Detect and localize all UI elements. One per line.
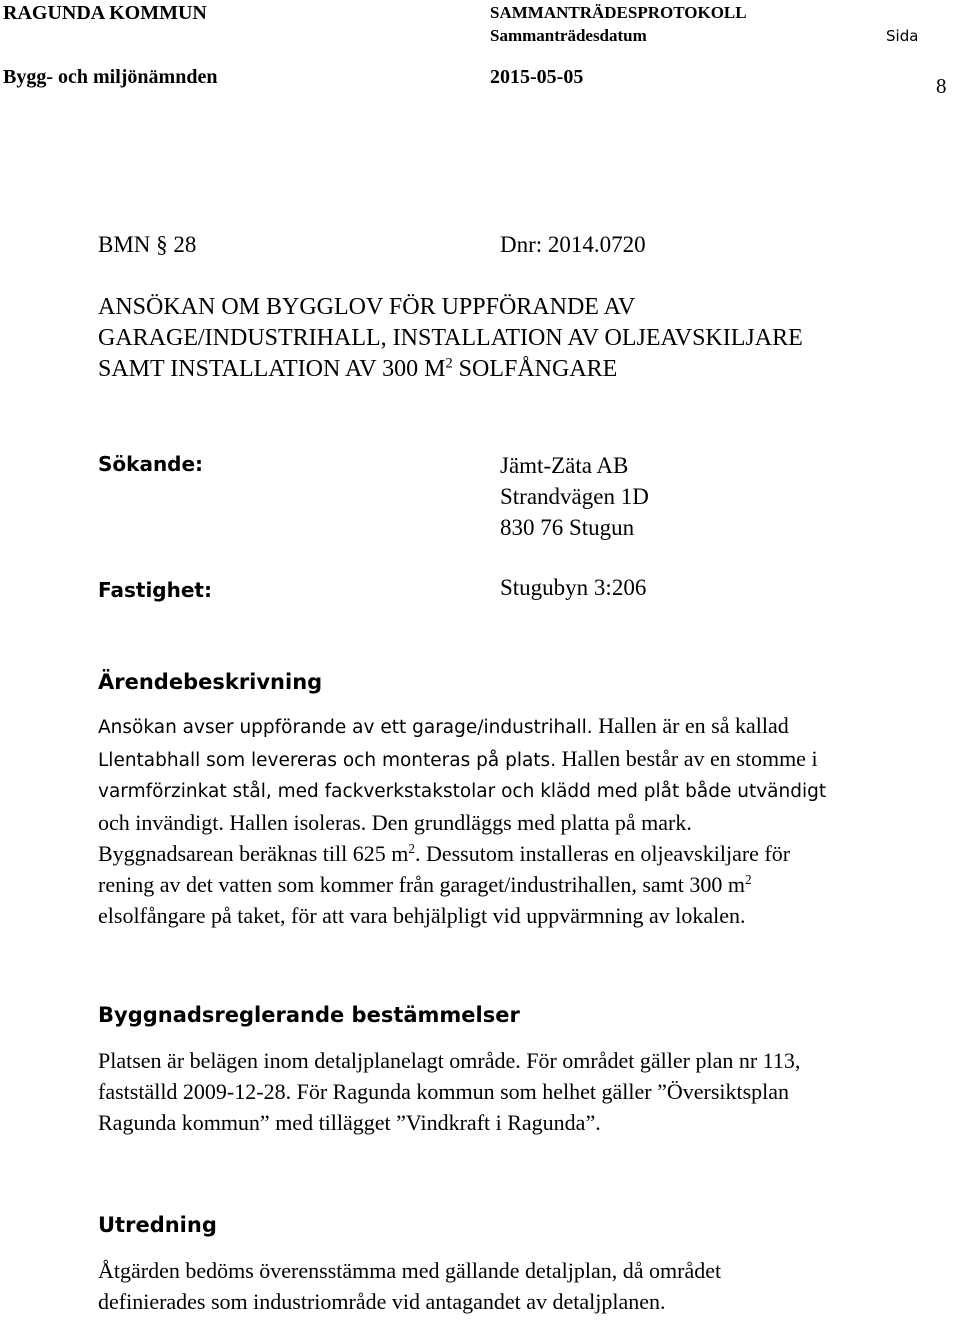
section-number: BMN § 28 (98, 232, 197, 257)
description-text: Ansökan avser uppförande av ett garage/industrihall. Hallen är en så kallad Llentabhall som levereras och monteras på plats. Hallen består av en stomme i varmförzinkat stål, med fackverkstakstolar och klädd med plåt både utvändigt och invändigt. Hallen isoleras. Den grundläggs med platta på mark. Byggnadsarean beräknas till 625 $m^2$. Dessutom installeras en oljeavskiljare för rening av det vatten som kommer från garaget/industrihallen, samt 300 $m^2$ elsolfångare på taket, för att vara behjälpligt vid uppvärmning av lokalen. (98, 713, 827, 928)
applicant-address (500, 450, 649, 543)
page-label: Sida (886, 27, 919, 45)
case-title-line-2: GARAGE/INDUSTRIHALL, INSTALLATION AV OLJEAVSKILJARE (98, 325, 803, 351)
regulations-text: Platsen är belägen inom detaljplanelagt område. För området gäller plan nr 113, fastställd 2009-12-28. För Ragunda kommun som helhet gäller ”Översiktsplan Ragunda kommun” med tillägget ”Vindkraft i Ragunda”. (98, 1048, 801, 1135)
applicant-postal: 830 76 Stugun (500, 515, 635, 540)
property-label: Fastighet: (98, 578, 212, 602)
document-type: SAMMANTRÄDESPROTOKOLL (490, 3, 747, 22)
applicant-street: Strandvägen 1D (500, 484, 649, 509)
registration-number: Dnr: 2014.0720 (500, 232, 646, 257)
meeting-date-label: Sammanträdesdatum (490, 26, 647, 45)
case-title-line-3: SAMT INSTALLATION AV 300 $M^2$ SOLFÅNGARE (98, 355, 618, 382)
applicant-label: Sökande: (98, 452, 204, 476)
applicant-name: Jämt-Zäta AB (500, 453, 629, 478)
committee-name: Bygg- och miljönämnden (3, 66, 218, 88)
regulations-heading: Byggnadsreglerande bestämmelser (98, 1003, 520, 1027)
property-value: Stugubyn 3:206 (500, 575, 647, 600)
page-number: 8 (936, 74, 947, 98)
case-title (98, 292, 803, 385)
investigation-text: Åtgärden bedöms överensstämma med gällande detaljplan, då området definierades som industriområde vid antagandet av detaljplanen. (98, 1258, 722, 1314)
case-title-line-1: ANSÖKAN OM BYGGLOV FÖR UPPFÖRANDE AV (98, 294, 636, 320)
org-name: RAGUNDA KOMMUN (3, 2, 207, 24)
description-heading: Ärendebeskrivning (98, 670, 323, 694)
investigation-heading: Utredning (98, 1213, 217, 1237)
meeting-date: 2015-05-05 (490, 66, 584, 88)
